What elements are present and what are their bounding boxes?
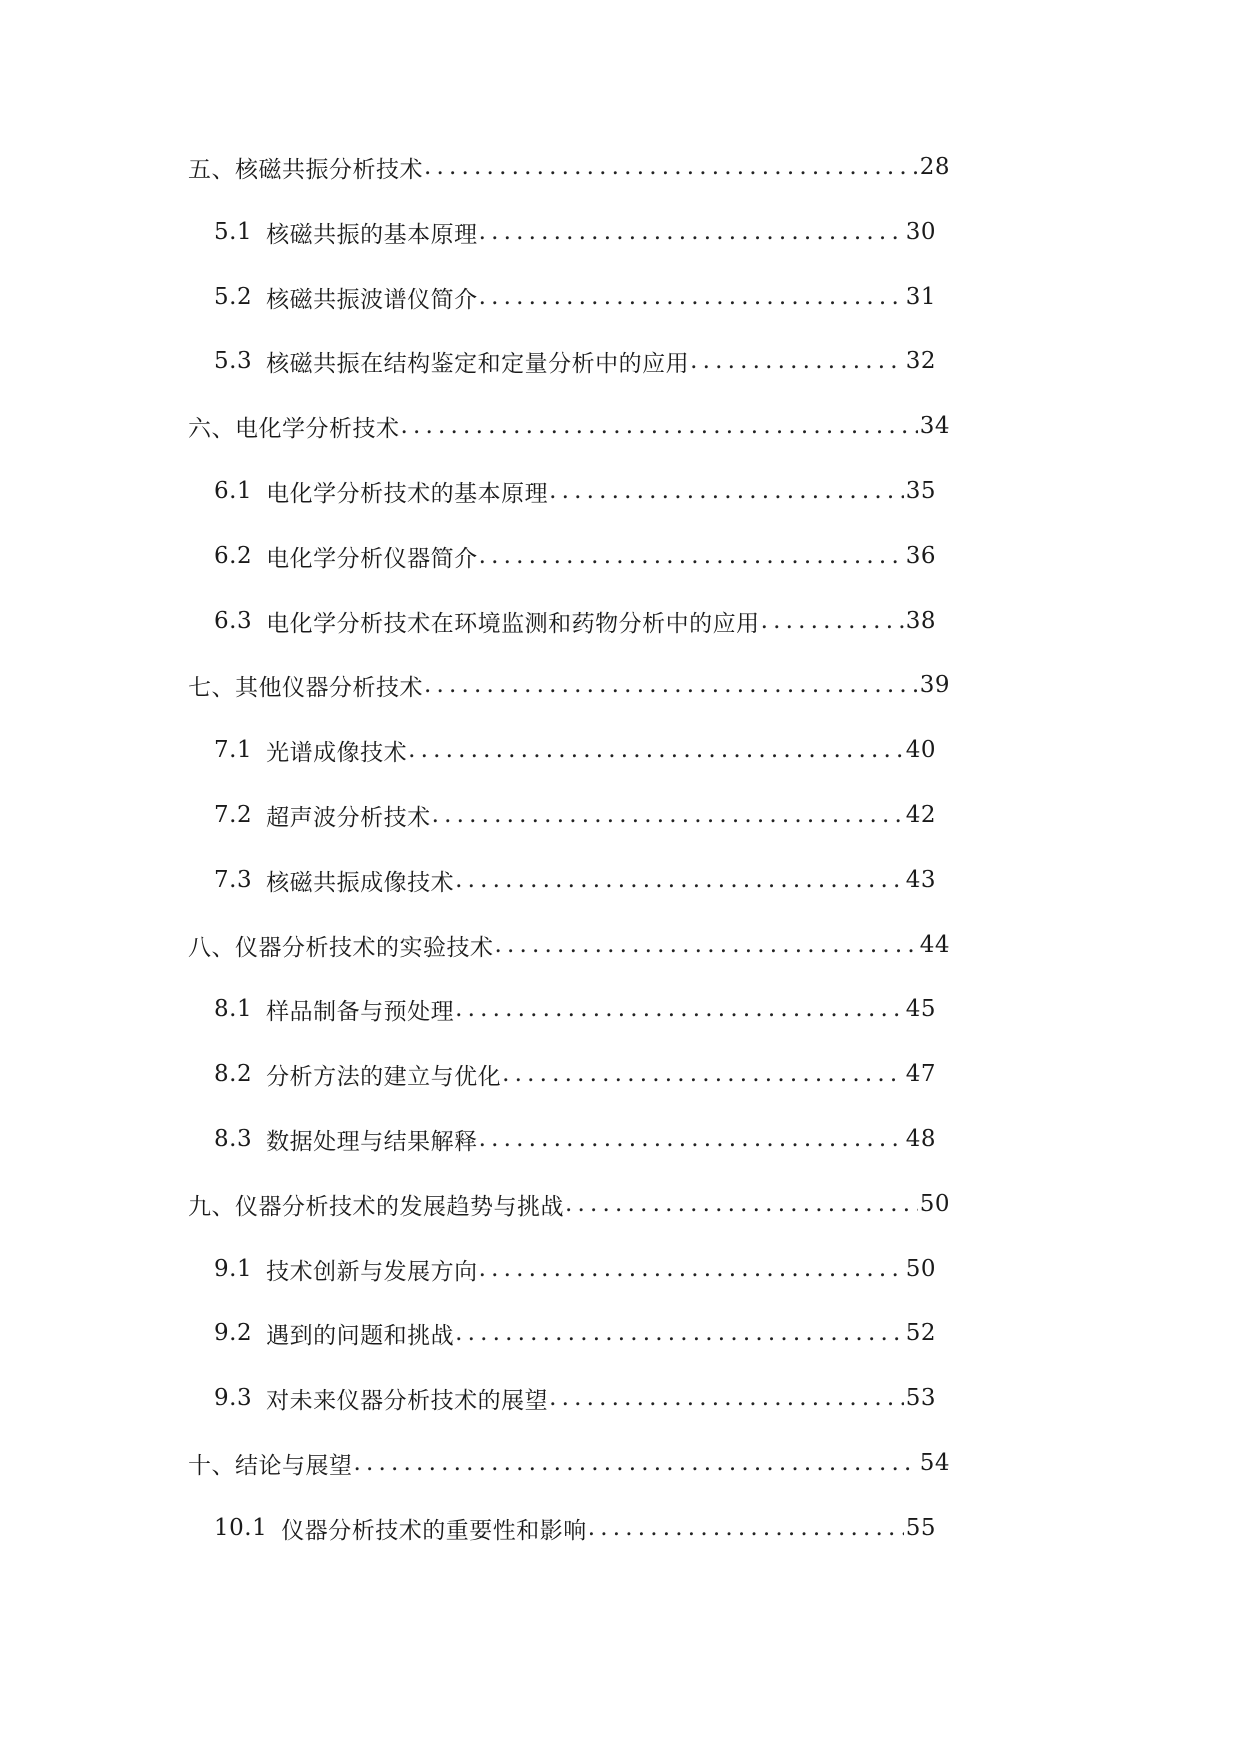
toc-section-entry[interactable]	[214, 860, 936, 900]
toc-page-number: 36	[905, 543, 936, 569]
toc-page-number: 55	[905, 1515, 936, 1541]
toc-page-number: 54	[919, 1450, 950, 1476]
toc-entry-title: 核磁共振分析技术	[235, 156, 423, 183]
toc-dot-leader	[761, 608, 904, 634]
toc-entry-title: 核磁共振波谱仪简介	[266, 286, 478, 313]
toc-section-entry[interactable]	[214, 1378, 936, 1418]
toc-section-entry[interactable]	[214, 1054, 936, 1094]
toc-page-number: 32	[905, 348, 936, 374]
toc-chapter-entry[interactable]	[188, 147, 950, 187]
toc-entry-number: 6.1	[214, 478, 253, 504]
toc-page-number: 52	[905, 1320, 936, 1346]
toc-section-entry[interactable]	[214, 795, 936, 835]
toc-entry-title: 核磁共振的基本原理	[266, 221, 478, 248]
toc-section-entry[interactable]	[214, 1249, 936, 1289]
toc-entry-title: 仪器分析技术的发展趋势与挑战	[235, 1193, 564, 1220]
toc-page-number: 31	[905, 284, 936, 310]
toc-dot-leader	[479, 1126, 904, 1152]
toc-entry-title: 遇到的问题和挑战	[266, 1322, 455, 1349]
toc-section-entry[interactable]	[214, 536, 936, 576]
toc-entry-number: 6.3	[214, 608, 253, 634]
toc-entry-number: 九、	[188, 1193, 235, 1220]
toc-entry-number: 9.1	[214, 1256, 253, 1282]
toc-page-number: 43	[905, 867, 936, 893]
toc-dot-leader	[479, 543, 904, 569]
toc-dot-leader	[588, 1515, 904, 1541]
toc-dot-leader	[690, 348, 904, 374]
toc-section-entry[interactable]	[214, 471, 936, 511]
toc-entry-number: 9.3	[214, 1385, 253, 1411]
toc-entry-number: 10.1	[214, 1515, 268, 1541]
toc-page-number: 34	[919, 413, 950, 439]
toc-entry-number: 7.2	[214, 802, 253, 828]
toc-dot-leader	[479, 1256, 904, 1282]
toc-chapter-entry[interactable]	[188, 1443, 950, 1483]
toc-dot-leader	[354, 1450, 918, 1476]
toc-entry-number: 5.3	[214, 348, 253, 374]
toc-chapter-entry[interactable]	[188, 925, 950, 965]
toc-entry-title: 结论与展望	[235, 1452, 353, 1479]
toc-entry-title: 核磁共振在结构鉴定和定量分析中的应用	[266, 350, 690, 377]
toc-page-number: 47	[905, 1061, 936, 1087]
toc-entry-title: 仪器分析技术的重要性和影响	[281, 1517, 587, 1544]
toc-dot-leader	[432, 802, 904, 828]
toc-page-number: 35	[905, 478, 936, 504]
toc-entry-title: 电化学分析技术	[235, 415, 400, 442]
toc-dot-leader	[502, 1061, 904, 1087]
toc-dot-leader	[495, 932, 918, 958]
toc-entry-title: 其他仪器分析技术	[235, 674, 423, 701]
toc-entry-number: 6.2	[214, 543, 253, 569]
toc-entry-title: 超声波分析技术	[266, 804, 431, 831]
toc-entry-number: 六、	[188, 415, 235, 442]
toc-dot-leader	[565, 1191, 918, 1217]
toc-entry-title: 技术创新与发展方向	[266, 1258, 478, 1285]
toc-page-number: 45	[905, 996, 936, 1022]
toc-page-number: 44	[919, 932, 950, 958]
toc-section-entry[interactable]	[214, 1119, 936, 1159]
toc-section-entry[interactable]	[214, 989, 936, 1029]
toc-entry-title: 数据处理与结果解释	[266, 1128, 478, 1155]
toc-section-entry[interactable]	[214, 1508, 936, 1548]
toc-section-entry[interactable]	[214, 277, 936, 317]
toc-entry-number: 十、	[188, 1452, 235, 1479]
toc-entry-title: 核磁共振成像技术	[266, 869, 455, 896]
toc-entry-number: 7.1	[214, 737, 253, 763]
toc-section-entry[interactable]	[214, 730, 936, 770]
toc-entry-number: 9.2	[214, 1320, 253, 1346]
toc-entry-title: 光谱成像技术	[266, 739, 408, 766]
toc-entry-number: 8.2	[214, 1061, 253, 1087]
toc-entry-number: 八、	[188, 934, 235, 961]
toc-page-number: 48	[905, 1126, 936, 1152]
toc-dot-leader	[455, 996, 904, 1022]
toc-page-number: 30	[905, 219, 936, 245]
toc-entry-number: 五、	[188, 156, 235, 183]
toc-page-number: 38	[905, 608, 936, 634]
toc-chapter-entry[interactable]	[188, 665, 950, 705]
toc-page-number: 28	[919, 154, 950, 180]
toc-chapter-entry[interactable]	[188, 406, 950, 446]
toc-entry-title: 仪器分析技术的实验技术	[235, 934, 494, 961]
toc-entry-number: 5.2	[214, 284, 253, 310]
toc-page-number: 39	[919, 672, 950, 698]
toc-entry-title: 分析方法的建立与优化	[266, 1063, 502, 1090]
toc-dot-leader	[479, 284, 904, 310]
toc-page-number: 53	[905, 1385, 936, 1411]
toc-page-number: 40	[905, 737, 936, 763]
toc-entry-title: 电化学分析仪器简介	[266, 545, 478, 572]
toc-entry-number: 5.1	[214, 219, 253, 245]
toc-entry-title: 电化学分析技术的基本原理	[266, 480, 549, 507]
toc-entry-number: 七、	[188, 674, 235, 701]
toc-chapter-entry[interactable]	[188, 1184, 950, 1224]
toc-page-number: 50	[919, 1191, 950, 1217]
toc-page-number: 42	[905, 802, 936, 828]
toc-section-entry[interactable]	[214, 212, 936, 252]
toc-dot-leader	[424, 672, 918, 698]
toc-dot-leader	[455, 1320, 904, 1346]
toc-entry-number: 7.3	[214, 867, 253, 893]
toc-entry-number: 8.3	[214, 1126, 253, 1152]
toc-entry-title: 对未来仪器分析技术的展望	[266, 1387, 549, 1414]
toc-dot-leader	[401, 413, 918, 439]
toc-entry-title: 电化学分析技术在环境监测和药物分析中的应用	[266, 610, 760, 637]
toc-section-entry[interactable]	[214, 1313, 936, 1353]
toc-dot-leader	[408, 737, 904, 763]
toc-page-number: 50	[905, 1256, 936, 1282]
toc-entry-number: 8.1	[214, 996, 253, 1022]
toc-dot-leader	[479, 219, 904, 245]
toc-dot-leader	[424, 154, 918, 180]
toc-section-entry[interactable]	[214, 601, 936, 641]
toc-entry-title: 样品制备与预处理	[266, 998, 455, 1025]
toc-dot-leader	[549, 1385, 904, 1411]
toc-dot-leader	[455, 867, 904, 893]
toc-section-entry[interactable]	[214, 341, 936, 381]
toc-dot-leader	[549, 478, 904, 504]
